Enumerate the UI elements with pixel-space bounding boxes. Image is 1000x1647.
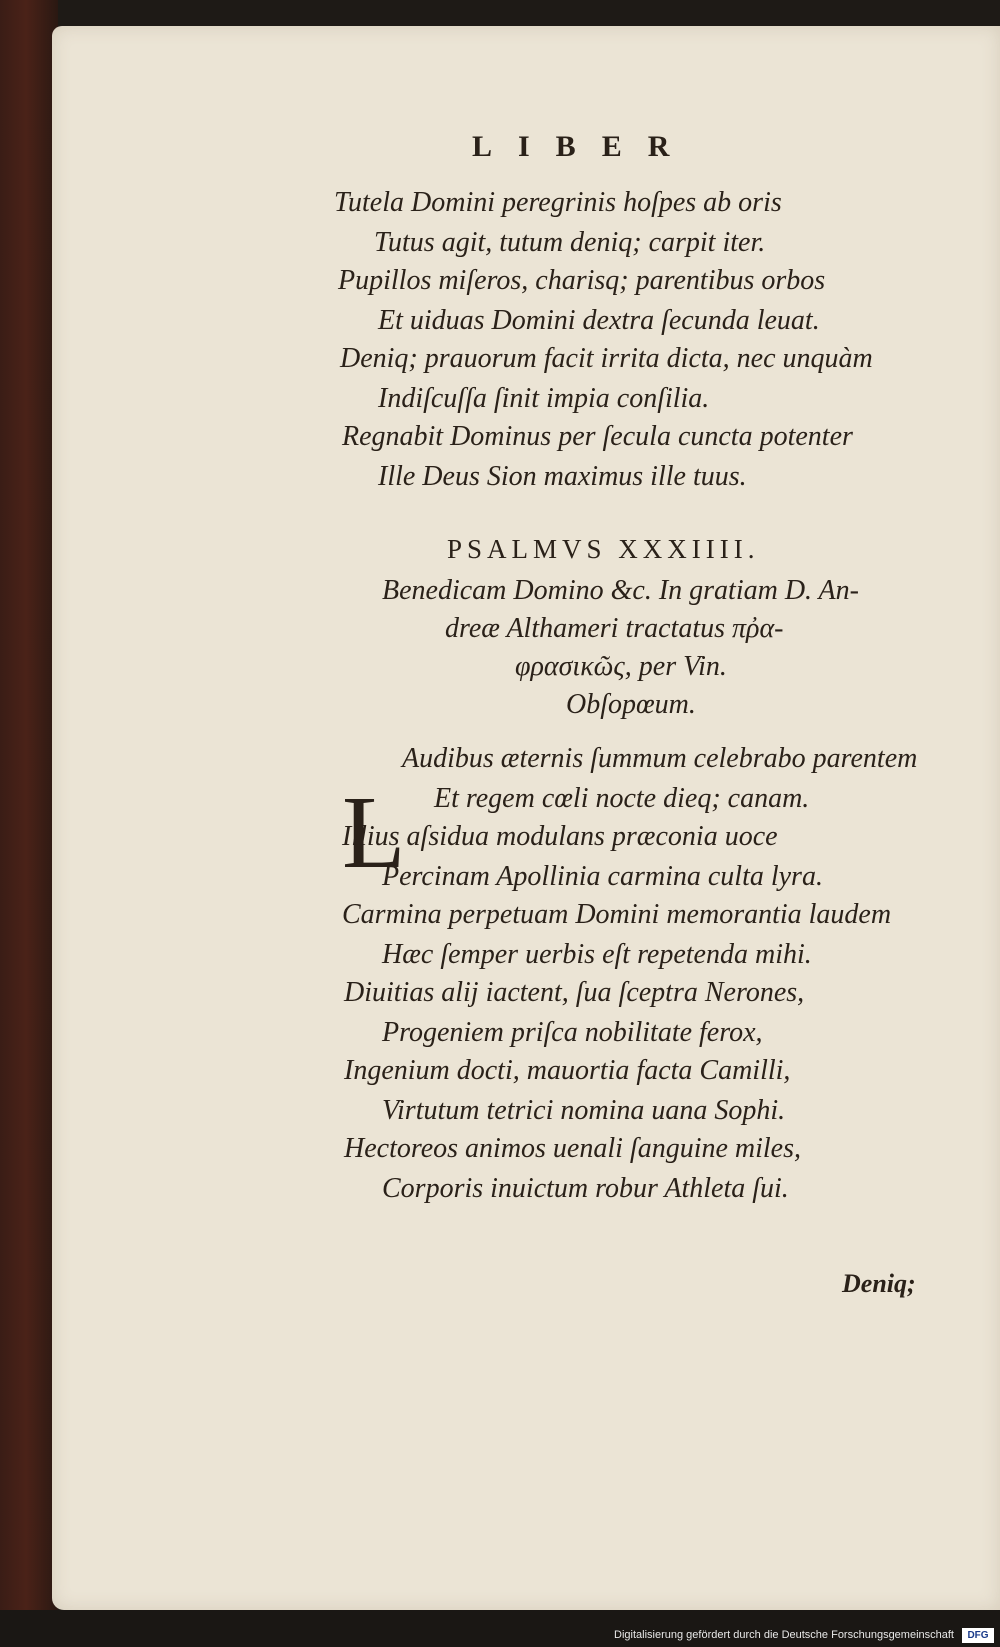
book-page: [52, 26, 1000, 1610]
text-line: Ille Deus Sion maximus ille tuus.: [378, 461, 747, 492]
poem-line: Hectoreos animos uenali ſanguine miles,: [344, 1133, 802, 1164]
text-line: Pupillos miſeros, charisq; parentibus orbos: [338, 265, 826, 296]
dfg-logo-icon: DFG: [962, 1628, 994, 1643]
poem-line: Percinam Apollinia carmina culta lyra.: [382, 861, 823, 892]
catchword: Deniq;: [842, 1269, 916, 1298]
poem-line: Hæc ſemper uerbis eſt repetenda mihi.: [382, 939, 812, 970]
poem-line: Ingenium docti, mauortia facta Camilli,: [344, 1055, 791, 1086]
psalm-heading: PSALMVS XXXIIII.: [447, 534, 760, 564]
poem-line: Progeniem priſca nobilitate ferox,: [382, 1017, 763, 1048]
initial-letter: L: [342, 775, 406, 890]
text-line: Et uiduas Domini dextra ſecunda leuat.: [378, 305, 820, 336]
poem-line: Corporis inuictum robur Athleta ſui.: [382, 1173, 789, 1204]
text-line: Tutela Domini peregrinis hoſpes ab oris: [334, 187, 782, 218]
dedication-line: φρασικῶς, per Vin.: [515, 651, 727, 682]
text-line: Deniq; prauorum facit irrita dicta, nec unquàm: [340, 343, 873, 374]
text-line: Indiſcuſſa ſinit impia conſilia.: [378, 383, 710, 414]
poem-line: Audibus æternis ſummum celebrabo parentem: [402, 743, 918, 774]
dedication-line: Obſopœum.: [566, 689, 696, 720]
digitization-credit: Digitalisierung gefördert durch die Deutsche Forschungsgemeinschaft: [614, 1629, 954, 1641]
text-line: Tutus agit, tutum deniq; carpit iter.: [374, 227, 766, 258]
poem-line: Carmina perpetuam Domini memorantia laudem: [342, 899, 892, 930]
poem-line: Diuitias alij iactent, ſua ſceptra Nerones,: [344, 977, 805, 1008]
dedication-line: Benedicam Domino &c. In gratiam D. An-: [382, 575, 859, 606]
poem-line: Et regem cœli nocte dieq; canam.: [434, 783, 810, 814]
poem-line: Virtutum tetrici nomina uana Sophi.: [382, 1095, 786, 1126]
running-head: LIBER: [472, 130, 696, 163]
page-text: [52, 26, 1000, 1610]
book-spine: [0, 0, 58, 1647]
text-line: Regnabit Dominus per ſecula cuncta potenter: [342, 421, 853, 452]
dedication-line: dreæ Althameri tractatus πῤα-: [445, 613, 784, 644]
poem-line: Illius aſsidua modulans præconia uoce: [342, 821, 778, 852]
